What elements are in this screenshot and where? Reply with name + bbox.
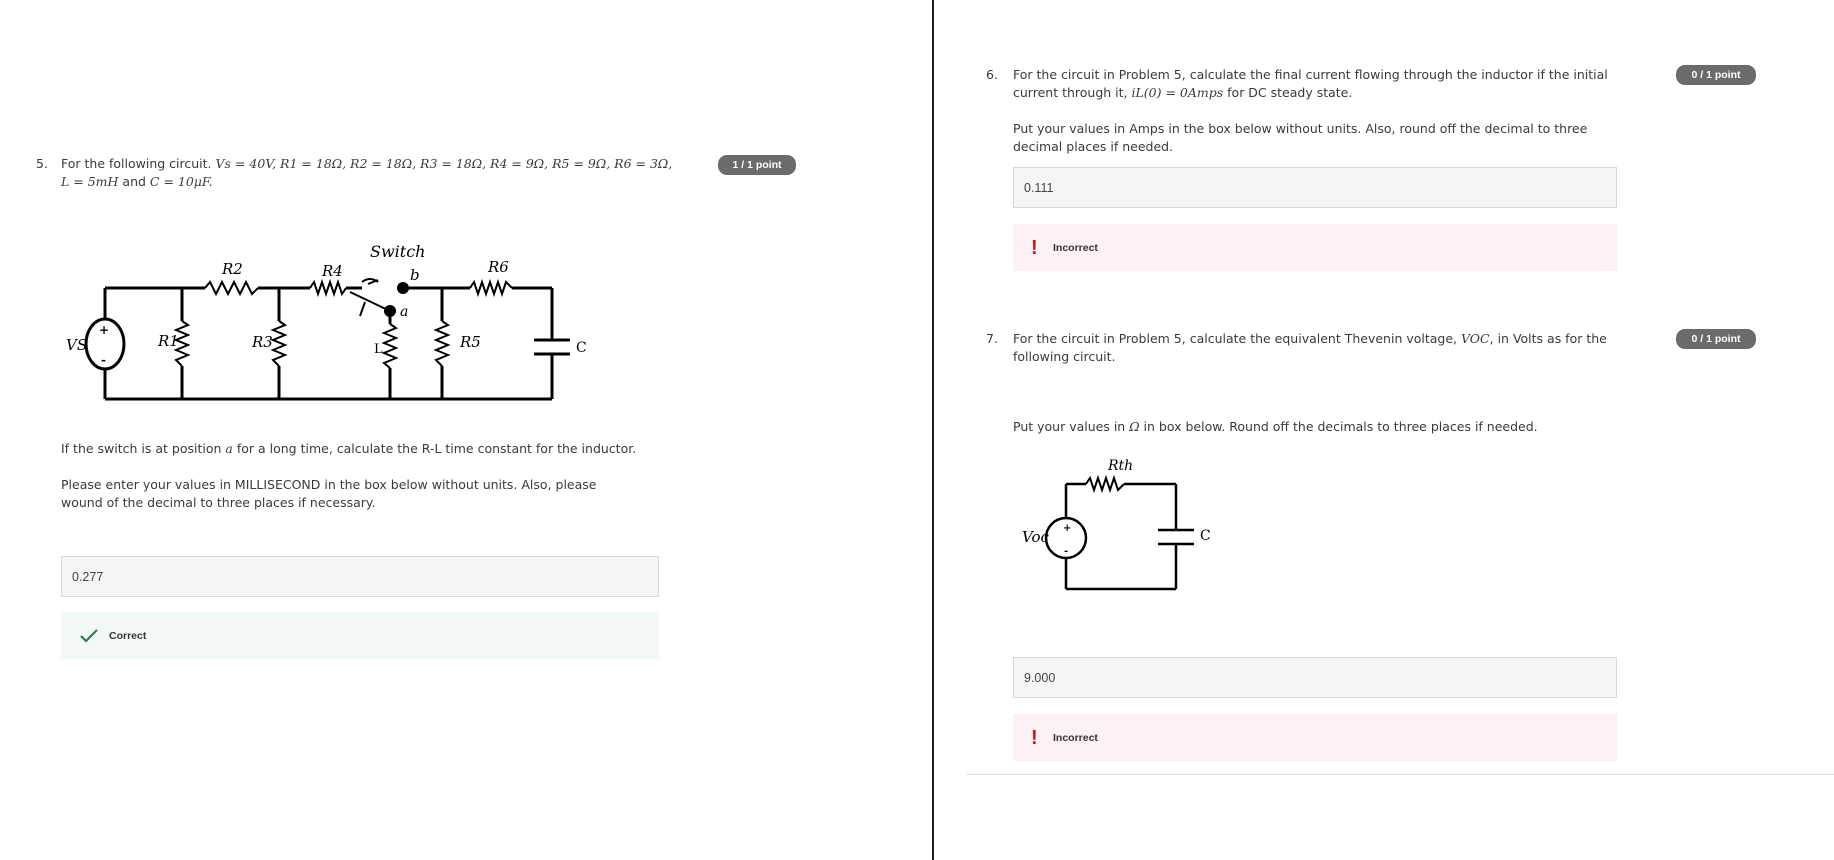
- question-prompt: For the circuit in Problem 5, calculate the final current flowing through the inductor if the initial current through it, iL(0) = 0Amps for DC steady state.: [1013, 67, 1608, 100]
- svg-text:R4: R4: [322, 262, 343, 280]
- answer-input[interactable]: 9.000: [1013, 657, 1617, 698]
- points-badge: 1 / 1 point: [718, 155, 796, 175]
- svg-text:C: C: [576, 340, 587, 356]
- svg-text:Voc: Voc: [1022, 528, 1049, 546]
- section-divider: [966, 774, 1834, 775]
- svg-text:Rth: Rth: [1108, 458, 1134, 474]
- exclamation-icon: !: [1031, 236, 1038, 259]
- feedback-incorrect: ! Incorrect: [1013, 714, 1617, 761]
- instruction-text: Put your values in Ω in box below. Round off the decimals to three places if needed.: [1013, 419, 1538, 434]
- svg-text:a: a: [400, 304, 409, 320]
- exclamation-icon: !: [1031, 726, 1038, 749]
- question-prompt: For the circuit in Problem 5, calculate the equivalent Thevenin voltage, VOC, in Volts as for the following circuit.: [1013, 331, 1607, 364]
- switch-contact-a: [384, 305, 396, 317]
- svg-text:R1: R1: [158, 332, 179, 350]
- switch-contact-b: [397, 282, 409, 294]
- thevenin-circuit-diagram: [1012, 452, 1232, 602]
- circuit-diagram: [60, 236, 600, 406]
- question-7: [934, 0, 1834, 860]
- points-badge: 0 / 1 point: [1676, 329, 1756, 349]
- svg-text:+: +: [1063, 523, 1072, 534]
- instruction-text: Put your values in Amps in the box below without units. Also, round off the decimal to three decimal places if needed.: [1013, 121, 1588, 154]
- svg-text:R3: R3: [252, 333, 273, 351]
- svg-text:Switch: Switch: [370, 242, 426, 261]
- points-badge: 0 / 1 point: [1676, 65, 1756, 85]
- instruction-text: If the switch is at position a for a long time, calculate the R-L time constant for the inductor.: [61, 441, 637, 456]
- check-icon: [79, 628, 99, 644]
- svg-text:C: C: [1200, 528, 1211, 544]
- svg-text:+: +: [99, 323, 110, 337]
- answer-input[interactable]: 0.277: [61, 556, 659, 597]
- svg-text:R6: R6: [488, 258, 509, 276]
- question-number: 6.: [986, 67, 998, 82]
- answer-input[interactable]: 0.111: [1013, 167, 1617, 208]
- question-number: 5.: [36, 156, 48, 171]
- svg-text:-: -: [1064, 546, 1069, 557]
- svg-text:b: b: [410, 266, 420, 284]
- svg-text:L: L: [374, 342, 383, 357]
- instruction-text-units: Please enter your values in MILLISECOND in the box below without units. Also, please wound of the decimal to three places if necessary.: [61, 477, 597, 510]
- question-number: 7.: [986, 331, 998, 346]
- svg-text:R2: R2: [222, 260, 243, 278]
- question-prompt: For the following circuit. Vs = 40V, R1 = 18Ω, R2 = 18Ω, R3 = 18Ω, R4 = 9Ω, R5 = 9Ω, R6 = 3Ω, L = 5mH and C = 10μF.: [61, 156, 673, 189]
- svg-text:-: -: [101, 353, 106, 367]
- feedback-incorrect: ! Incorrect: [1013, 224, 1617, 271]
- svg-text:R5: R5: [460, 333, 481, 351]
- feedback-correct: Correct: [61, 612, 659, 659]
- svg-text:VS: VS: [66, 336, 88, 354]
